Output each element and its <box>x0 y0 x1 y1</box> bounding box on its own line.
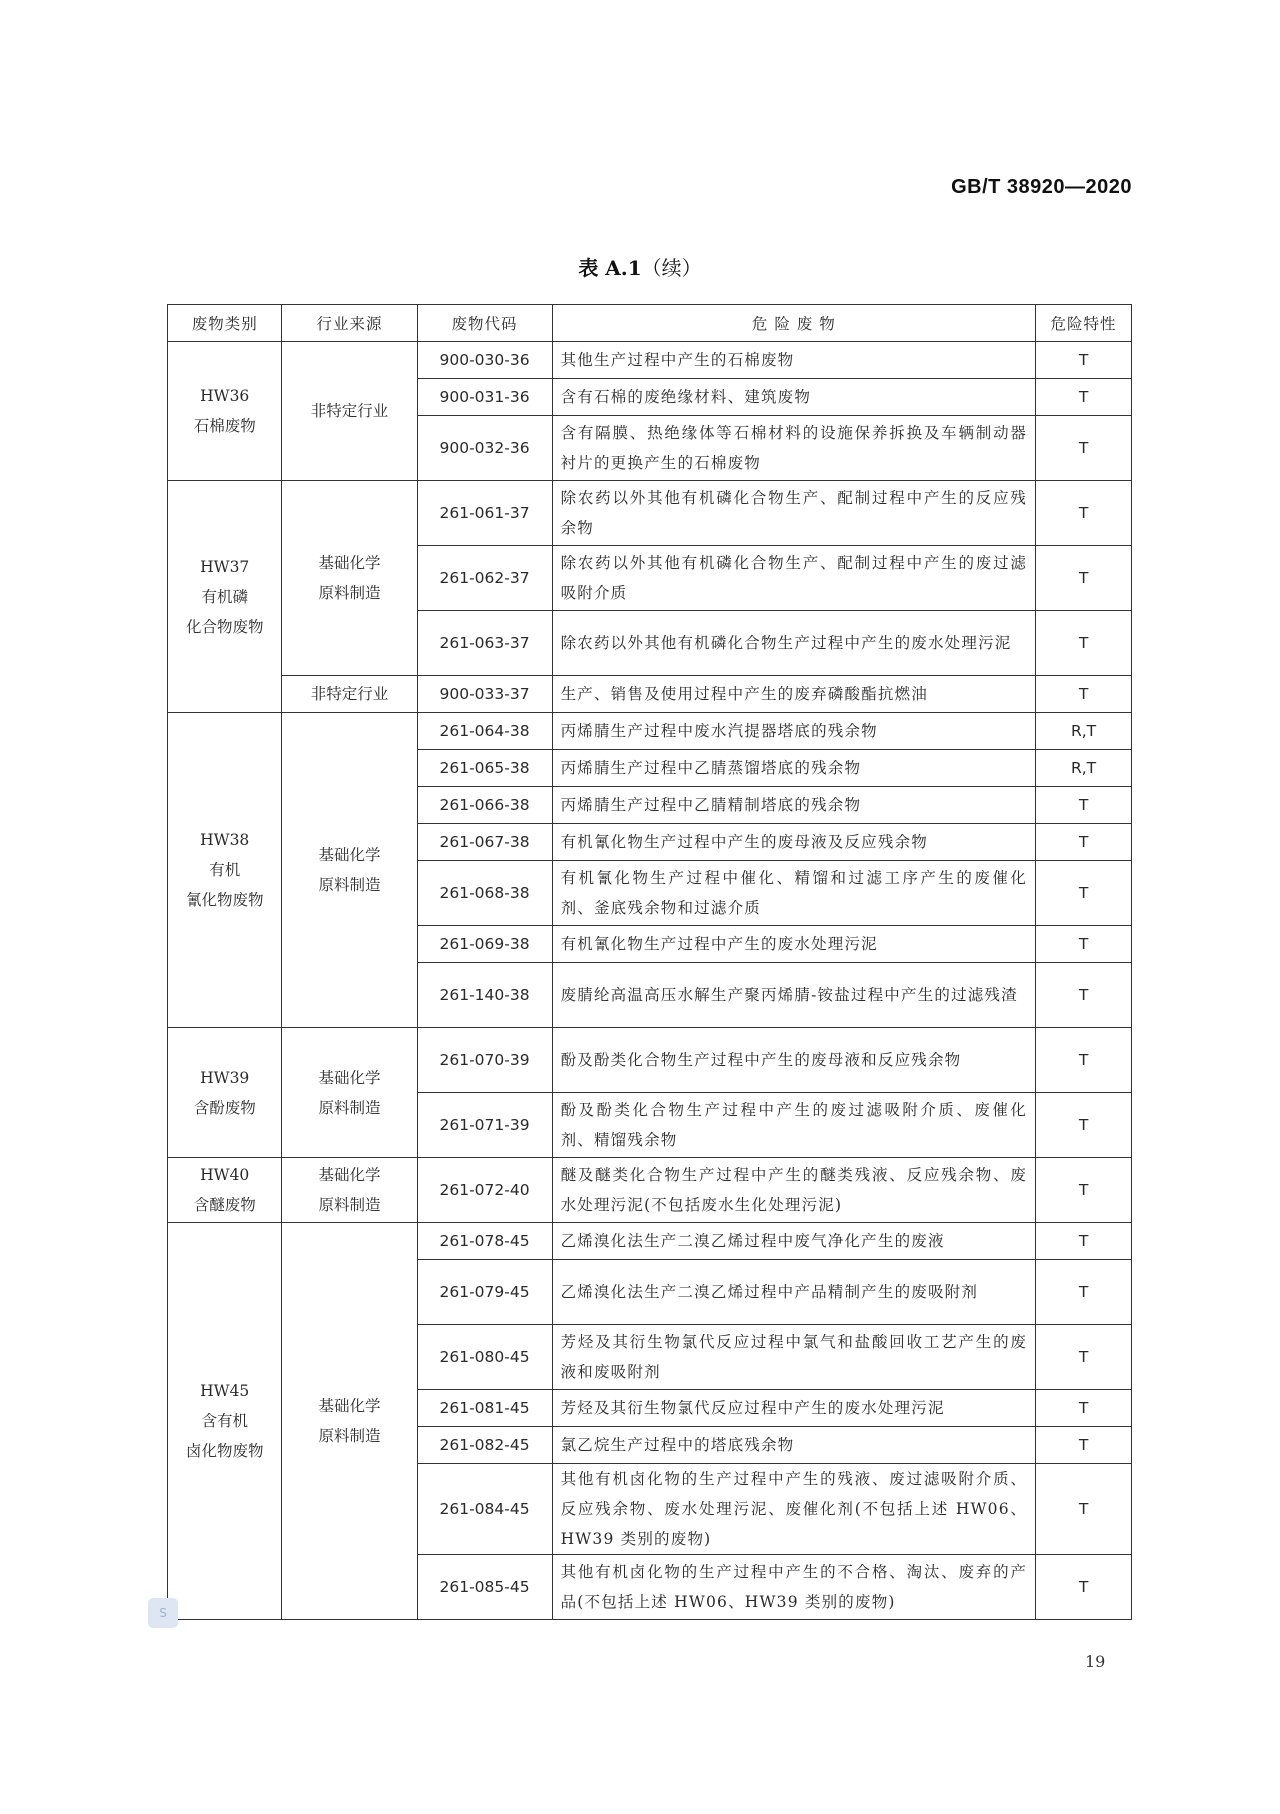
category-cell-hw37: HW37 有机磷 化合物废物 <box>168 481 282 713</box>
col-header-code: 废物代码 <box>417 305 552 342</box>
page-number: 19 <box>1085 1652 1106 1671</box>
hazard-characteristic: T <box>1036 1555 1132 1620</box>
hazard-characteristic: T <box>1036 1260 1132 1325</box>
table-row <box>168 1158 1132 1223</box>
hazard-characteristic: T <box>1036 379 1132 416</box>
waste-code: 261-072-40 <box>417 1158 552 1223</box>
waste-description: 氯乙烷生产过程中的塔底残余物 <box>552 1427 1036 1464</box>
table-title-suffix: （续） <box>641 256 702 280</box>
waste-description: 有机氰化物生产过程中产生的废水处理污泥 <box>552 926 1036 963</box>
hazard-characteristic: T <box>1036 1390 1132 1427</box>
source-cell-hw40: 基础化学 原料制造 <box>282 1158 417 1223</box>
waste-code: 261-069-38 <box>417 926 552 963</box>
hazard-characteristic: T <box>1036 546 1132 611</box>
table-row <box>168 1028 1132 1093</box>
waste-code: 261-065-38 <box>417 750 552 787</box>
waste-code: 261-078-45 <box>417 1223 552 1260</box>
waste-code: 261-067-38 <box>417 824 552 861</box>
hazard-characteristic: T <box>1036 1427 1132 1464</box>
category-cell-hw40: HW40 含醚废物 <box>168 1158 282 1223</box>
waste-description: 其他生产过程中产生的石棉废物 <box>552 342 1036 379</box>
col-header-category: 废物类别 <box>168 305 282 342</box>
category-cell-hw39: HW39 含酚废物 <box>168 1028 282 1158</box>
source-cell-hw37: 基础化学 原料制造 <box>282 481 417 676</box>
hazard-characteristic: T <box>1036 787 1132 824</box>
hazard-characteristic: T <box>1036 1325 1132 1390</box>
waste-table <box>167 304 1132 1620</box>
table-row <box>168 342 1132 379</box>
hazard-characteristic: T <box>1036 1158 1132 1223</box>
table-row <box>168 713 1132 750</box>
waste-code: 261-063-37 <box>417 611 552 676</box>
waste-description: 除农药以外其他有机磷化合物生产、配制过程中产生的废过滤吸附介质 <box>552 546 1036 611</box>
col-header-source: 行业来源 <box>282 305 417 342</box>
standard-code: GB/T 38920—2020 <box>951 176 1132 198</box>
waste-code: 900-033-37 <box>417 676 552 713</box>
waste-description: 其他有机卤化物的生产过程中产生的残液、废过滤吸附介质、反应残余物、废水处理污泥、废催化剂(不包括上述 HW06、HW39 类别的废物) <box>552 1464 1036 1555</box>
waste-description: 有机氰化物生产过程中催化、精馏和过滤工序产生的废催化剂、釜底残余物和过滤介质 <box>552 861 1036 926</box>
waste-code: 261-140-38 <box>417 963 552 1028</box>
waste-description: 含有隔膜、热绝缘体等石棉材料的设施保养拆换及车辆制动器衬片的更换产生的石棉废物 <box>552 416 1036 481</box>
hazard-characteristic: T <box>1036 1464 1132 1555</box>
col-header-waste: 危 险 废 物 <box>552 305 1036 342</box>
hazard-characteristic: T <box>1036 1028 1132 1093</box>
waste-description: 醚及醚类化合物生产过程中产生的醚类残液、反应残余物、废水处理污泥(不包括废水生化处理污泥) <box>552 1158 1036 1223</box>
waste-description: 除农药以外其他有机磷化合物生产、配制过程中产生的反应残余物 <box>552 481 1036 546</box>
table-title-label: 表 A.1 <box>578 256 642 280</box>
category-cell-hw45: HW45 含有机 卤化物废物 <box>168 1223 282 1620</box>
waste-description: 生产、销售及使用过程中产生的废弃磷酸酯抗燃油 <box>552 676 1036 713</box>
waste-description: 含有石棉的废绝缘材料、建筑废物 <box>552 379 1036 416</box>
waste-description: 酚及酚类化合物生产过程中产生的废母液和反应残余物 <box>552 1028 1036 1093</box>
hazard-characteristic: T <box>1036 861 1132 926</box>
waste-code: 261-070-39 <box>417 1028 552 1093</box>
hazard-characteristic: T <box>1036 611 1132 676</box>
waste-description: 乙烯溴化法生产二溴乙烯过程中废气净化产生的废液 <box>552 1223 1036 1260</box>
col-header-characteristic: 危险特性 <box>1036 305 1132 342</box>
category-cell-hw38: HW38 有机 氰化物废物 <box>168 713 282 1028</box>
watermark-logo: S <box>148 1598 178 1628</box>
waste-description: 丙烯腈生产过程中乙腈精制塔底的残余物 <box>552 787 1036 824</box>
waste-code: 261-079-45 <box>417 1260 552 1325</box>
table-title <box>0 252 1280 281</box>
waste-code: 261-068-38 <box>417 861 552 926</box>
waste-code: 261-064-38 <box>417 713 552 750</box>
category-cell-hw36: HW36 石棉废物 <box>168 342 282 481</box>
hazard-characteristic: T <box>1036 342 1132 379</box>
table-row <box>168 481 1132 546</box>
source-cell-hw39: 基础化学 原料制造 <box>282 1028 417 1158</box>
source-cell-hw37-nonspecific: 非特定行业 <box>282 676 417 713</box>
waste-code: 261-062-37 <box>417 546 552 611</box>
hazard-characteristic: T <box>1036 1223 1132 1260</box>
waste-code: 900-032-36 <box>417 416 552 481</box>
waste-description: 丙烯腈生产过程中废水汽提器塔底的残余物 <box>552 713 1036 750</box>
hazard-characteristic: T <box>1036 416 1132 481</box>
hazard-characteristic: R,T <box>1036 713 1132 750</box>
waste-code: 261-084-45 <box>417 1464 552 1555</box>
waste-code: 900-031-36 <box>417 379 552 416</box>
waste-code: 900-030-36 <box>417 342 552 379</box>
waste-code: 261-085-45 <box>417 1555 552 1620</box>
hazard-characteristic: R,T <box>1036 750 1132 787</box>
hazard-characteristic: T <box>1036 1093 1132 1158</box>
waste-description: 有机氰化物生产过程中产生的废母液及反应残余物 <box>552 824 1036 861</box>
source-cell-hw38: 基础化学 原料制造 <box>282 713 417 1028</box>
hazard-characteristic: T <box>1036 676 1132 713</box>
waste-code: 261-080-45 <box>417 1325 552 1390</box>
table-row <box>168 1223 1132 1260</box>
waste-description: 除农药以外其他有机磷化合物生产过程中产生的废水处理污泥 <box>552 611 1036 676</box>
table-row <box>168 676 1132 713</box>
waste-code: 261-061-37 <box>417 481 552 546</box>
waste-description: 其他有机卤化物的生产过程中产生的不合格、淘汰、废弃的产品(不包括上述 HW06、HW39 类别的废物) <box>552 1555 1036 1620</box>
waste-description: 芳烃及其衍生物氯代反应过程中产生的废水处理污泥 <box>552 1390 1036 1427</box>
waste-description: 芳烃及其衍生物氯代反应过程中氯气和盐酸回收工艺产生的废液和废吸附剂 <box>552 1325 1036 1390</box>
waste-code: 261-066-38 <box>417 787 552 824</box>
waste-description: 丙烯腈生产过程中乙腈蒸馏塔底的残余物 <box>552 750 1036 787</box>
hazard-characteristic: T <box>1036 824 1132 861</box>
hazard-characteristic: T <box>1036 926 1132 963</box>
source-cell-hw45: 基础化学 原料制造 <box>282 1223 417 1620</box>
hazard-characteristic: T <box>1036 963 1132 1028</box>
source-cell-hw36: 非特定行业 <box>282 342 417 481</box>
waste-description: 酚及酚类化合物生产过程中产生的废过滤吸附介质、废催化剂、精馏残余物 <box>552 1093 1036 1158</box>
waste-description: 乙烯溴化法生产二溴乙烯过程中产品精制产生的废吸附剂 <box>552 1260 1036 1325</box>
waste-code: 261-082-45 <box>417 1427 552 1464</box>
hazard-characteristic: T <box>1036 481 1132 546</box>
table-header-row <box>168 305 1132 342</box>
waste-code: 261-081-45 <box>417 1390 552 1427</box>
waste-description: 废腈纶高温高压水解生产聚丙烯腈-铵盐过程中产生的过滤残渣 <box>552 963 1036 1028</box>
waste-code: 261-071-39 <box>417 1093 552 1158</box>
